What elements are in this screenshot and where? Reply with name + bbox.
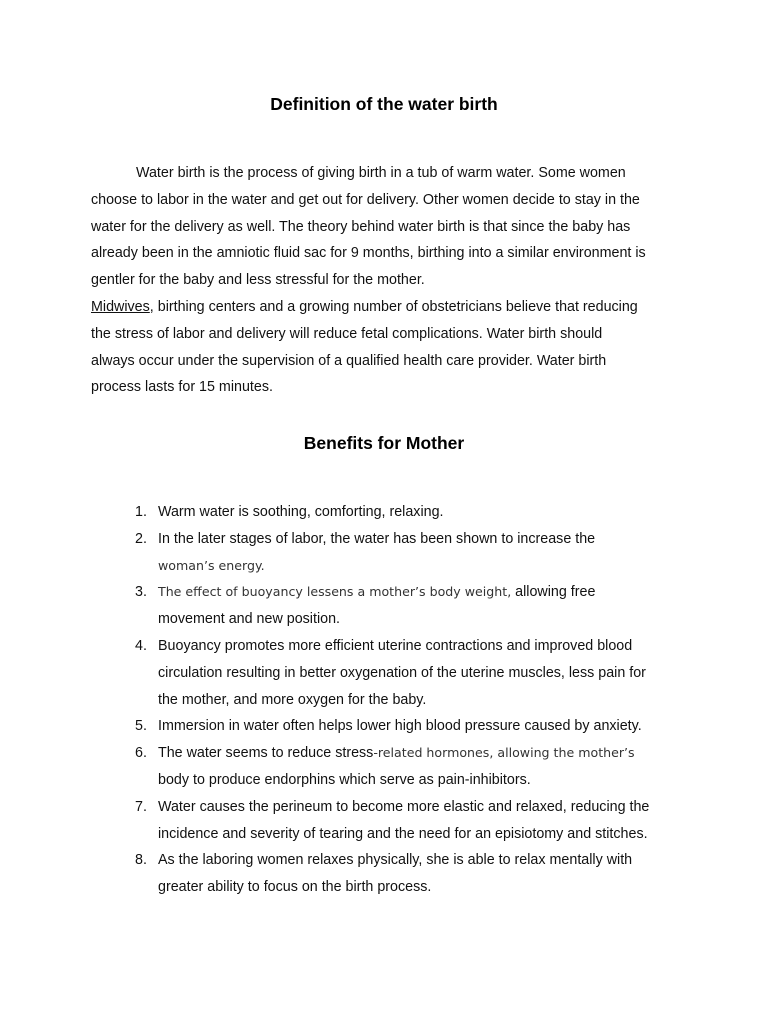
list-item-number: 7. [135,798,147,815]
midwives-paragraph [91,294,691,401]
section-heading: Benefits for Mother [303,433,465,453]
paragraph-line: Water birth is the process of giving birth in a tub of warm water. Some women [136,165,626,181]
list-item-line: woman’s energy. [158,557,265,573]
list-item-line: body to produce endorphins which serve as pain-inhibitors. [158,771,531,788]
list-item-line-part: -related hormones, allowing the mother’s [373,745,635,761]
page-title: Definition of the water birth [270,94,498,114]
list-item-line: Immersion in water often helps lower high blood pressure caused by anxiety. [158,718,642,735]
list-item [0,847,768,901]
paragraph-line: already been in the amniotic fluid sac for 9 months, birthing into a similar environment is [91,245,646,262]
list-item-line [158,740,768,767]
list-item [0,633,768,713]
list-item [0,794,768,848]
paragraph-line: water for the delivery as well. The theory behind water birth is that since the baby has [91,218,631,235]
list-item-number: 8. [135,852,147,869]
list-item-line: Warm water is soothing, comforting, relaxing. [158,504,444,520]
paragraph-line: the stress of labor and delivery will reduce fetal complications. Water birth should [91,325,603,342]
list-item-line [158,579,768,606]
list-item-line: Water causes the perineum to become more elastic and relaxed, reducing the [158,798,650,815]
midwives-link[interactable]: Midwives [91,299,150,315]
list-item-number: 3. [135,584,147,601]
list-item-number: 4. [135,637,147,654]
definition-paragraph [91,160,691,294]
list-item [0,740,768,794]
list-item-line: In the later stages of labor, the water has been shown to increase the [158,530,596,547]
list-item-number: 6. [135,745,147,762]
list-item-line: greater ability to focus on the birth process. [158,879,432,896]
paragraph-line [91,294,691,321]
list-item-line-part: The effect of buoyancy lessens a mother’s body weight, [158,584,512,600]
list-item [0,499,768,526]
list-item-line-part: The water seems to reduce stress [158,745,374,762]
list-item [0,579,768,633]
list-item-line: movement and new position. [158,611,340,628]
list-item-line: As the laboring women relaxes physically, she is able to relax mentally with [158,852,633,869]
list-item-line: the mother, and more oxygen for the baby. [158,691,427,708]
paragraph-line: gentler for the baby and less stressful for the mother. [91,272,425,289]
benefits-list [0,499,768,901]
list-item-line: incidence and severity of tearing and the need for an episiotomy and stitches. [158,825,648,842]
list-item [0,713,768,740]
paragraph-line: process lasts for 15 minutes. [91,379,273,396]
list-item-line-part: allowing free [511,584,596,601]
paragraph-line: choose to labor in the water and get out for delivery. Other women decide to stay in the [91,191,640,208]
list-item-number: 5. [135,718,147,735]
list-item [0,526,768,580]
list-item-number: 1. [135,504,147,520]
paragraph-line-rest: , birthing centers and a growing number of obstetricians believe that reducing [149,299,638,315]
list-item-line: Buoyancy promotes more efficient uterine contractions and improved blood [158,637,633,654]
list-item-number: 2. [135,530,147,547]
list-item-line: circulation resulting in better oxygenation of the uterine muscles, less pain for [158,664,646,681]
paragraph-line: always occur under the supervision of a qualified health care provider. Water birth [91,352,607,369]
